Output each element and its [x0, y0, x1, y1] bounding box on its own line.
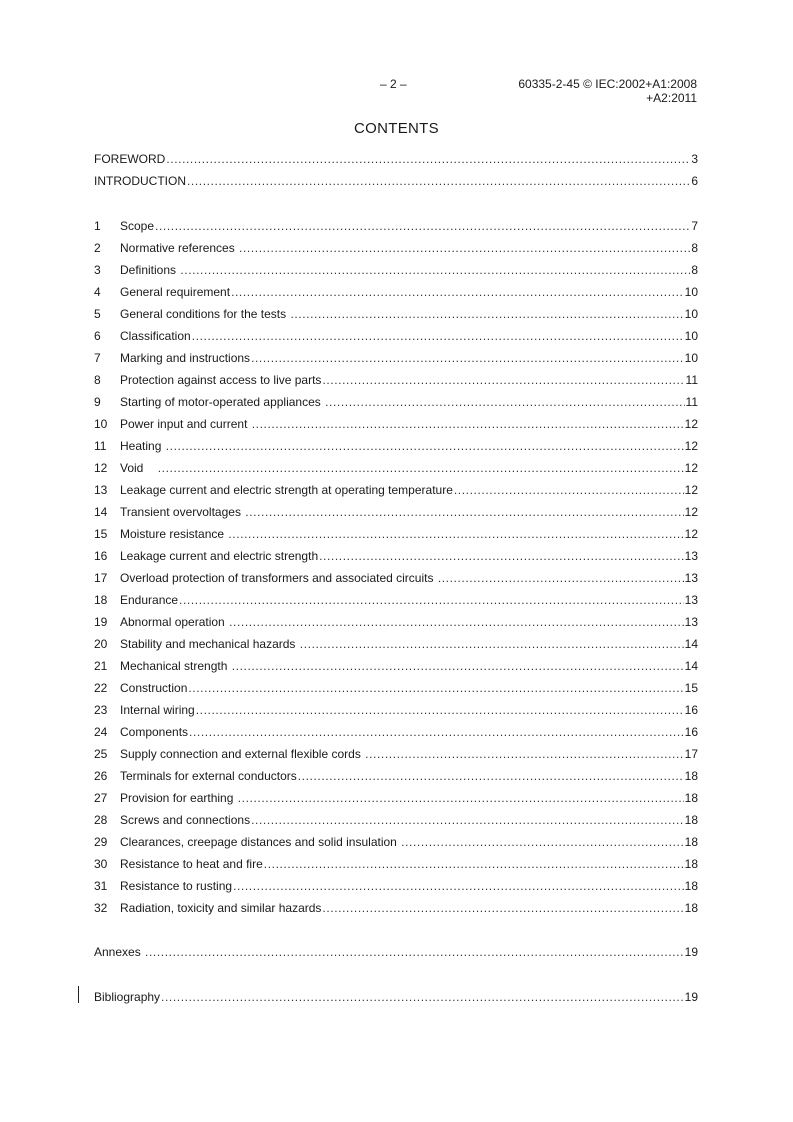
toc-entry-label: INTRODUCTION	[94, 174, 186, 188]
leader-dots	[251, 350, 684, 366]
clause-number: 31	[94, 879, 108, 893]
toc-entry-page: 13	[684, 571, 698, 585]
clause-number: 23	[94, 703, 108, 717]
toc-entry-label: Mechanical strength	[120, 659, 231, 673]
clause-number: 19	[94, 615, 108, 629]
leader-dots	[158, 460, 684, 476]
toc-entry-clause[interactable]	[94, 878, 698, 894]
toc-entry-page: 10	[684, 307, 698, 321]
toc-entry-clause[interactable]	[94, 614, 698, 630]
toc-entry-page: 18	[684, 857, 698, 871]
toc-entry-clause[interactable]	[94, 658, 698, 674]
document-reference-line-2: +A2:2011	[646, 91, 697, 105]
clause-number: 28	[94, 813, 108, 827]
leader-dots	[233, 878, 684, 894]
toc-entry-clause[interactable]	[94, 416, 698, 432]
toc-entry-clause[interactable]	[94, 394, 698, 410]
toc-entry-page: 16	[684, 703, 698, 717]
toc-entry-page: 3	[691, 152, 698, 166]
toc-entry-label: Normative references	[120, 241, 239, 255]
clause-number: 22	[94, 681, 108, 695]
leader-dots	[188, 680, 683, 696]
leader-dots	[187, 173, 690, 189]
toc-entry-clause[interactable]	[94, 306, 698, 322]
toc-entry-page: 11	[685, 373, 698, 387]
leader-dots	[401, 834, 683, 850]
clause-number: 11	[94, 439, 107, 453]
leader-dots	[298, 768, 684, 784]
toc-entry-page: 14	[684, 637, 698, 651]
toc-entry-label: Starting of motor-operated appliances	[120, 395, 325, 409]
toc-entry-page: 10	[684, 329, 698, 343]
revision-change-bar	[78, 986, 79, 1003]
leader-dots	[180, 262, 690, 278]
toc-entry-label: Leakage current and electric strength at operating temperature	[120, 483, 453, 497]
toc-entry-page: 16	[684, 725, 698, 739]
toc-entry-clause[interactable]	[94, 262, 698, 278]
toc-entry-clause[interactable]	[94, 680, 698, 696]
leader-dots	[319, 548, 684, 564]
toc-entry-clause[interactable]	[94, 592, 698, 608]
toc-entry-page: 13	[684, 549, 698, 563]
toc-entry-clause[interactable]	[94, 504, 698, 520]
leader-dots	[192, 328, 684, 344]
toc-entry-label: Screws and connections	[120, 813, 251, 827]
leader-dots	[189, 724, 684, 740]
toc-entry-clause[interactable]	[94, 350, 698, 366]
toc-entry-annexes[interactable]	[94, 944, 698, 960]
leader-dots	[245, 504, 683, 520]
clause-number: 25	[94, 747, 108, 761]
toc-entry-page: 7	[691, 219, 698, 233]
toc-entry-page: 10	[684, 351, 698, 365]
clause-number: 18	[94, 593, 108, 607]
toc-entry-label: Annexes	[94, 945, 145, 959]
toc-entry-page: 15	[684, 681, 698, 695]
leader-dots	[322, 372, 684, 388]
clause-number: 1	[94, 219, 101, 233]
toc-entry-clause[interactable]	[94, 482, 698, 498]
leader-dots	[454, 482, 684, 498]
toc-entry-label: Radiation, toxicity and similar hazards	[120, 901, 322, 915]
document-reference	[518, 77, 697, 105]
clause-number: 32	[94, 901, 108, 915]
clause-number: 8	[94, 373, 101, 387]
clause-number: 20	[94, 637, 108, 651]
toc-entry-label: Void	[120, 461, 157, 475]
toc-entry-label: Marking and instructions	[120, 351, 251, 365]
clause-number: 16	[94, 549, 108, 563]
clause-number: 5	[94, 307, 101, 321]
toc-entry-label: Heating	[120, 439, 165, 453]
toc-entry-label: Resistance to rusting	[120, 879, 233, 893]
toc-entry-page: 12	[684, 417, 698, 431]
toc-entry-page: 12	[684, 505, 698, 519]
clause-number: 10	[94, 417, 108, 431]
toc-entry-page: 10	[684, 285, 698, 299]
toc-entry-clause[interactable]	[94, 284, 698, 300]
toc-entry-clause[interactable]	[94, 636, 698, 652]
toc-entry-page: 18	[684, 901, 698, 915]
leader-dots	[231, 284, 684, 300]
toc-entry-page: 14	[684, 659, 698, 673]
toc-entry-label: Classification	[120, 329, 191, 343]
toc-entry-page: 18	[684, 835, 698, 849]
toc-entry-label: General requirement	[120, 285, 231, 299]
clause-number: 15	[94, 527, 108, 541]
toc-entry-clause[interactable]	[94, 548, 698, 564]
toc-entry-label: Abnormal operation	[120, 615, 229, 629]
toc-entry-clause[interactable]	[94, 724, 698, 740]
toc-entry-introduction[interactable]	[94, 173, 698, 189]
toc-entry-page: 8	[691, 241, 698, 255]
toc-entry-clause[interactable]	[94, 856, 698, 872]
leader-dots	[161, 989, 684, 1005]
toc-entry-page: 18	[684, 769, 698, 783]
toc-entry-page: 12	[684, 439, 698, 453]
leader-dots	[365, 746, 683, 762]
leader-dots	[264, 856, 684, 872]
leader-dots	[325, 394, 684, 410]
toc-entry-page: 13	[684, 615, 698, 629]
clause-number: 26	[94, 769, 108, 783]
toc-entry-clause[interactable]	[94, 768, 698, 784]
page-number: – 2 –	[380, 77, 407, 91]
clause-number: 29	[94, 835, 108, 849]
toc-entry-label: Terminals for external conductors	[120, 769, 297, 783]
toc-entry-clause[interactable]	[94, 460, 698, 476]
clause-number: 13	[94, 483, 108, 497]
toc-entry-page: 12	[684, 527, 698, 541]
toc-entry-label: Power input and current	[120, 417, 251, 431]
toc-entry-label: Overload protection of transformers and associated circuits	[120, 571, 437, 585]
toc-entry-page: 11	[685, 395, 698, 409]
toc-entry-clause[interactable]	[94, 834, 698, 850]
leader-dots	[229, 614, 684, 630]
leader-dots	[239, 240, 690, 256]
clause-number: 4	[94, 285, 101, 299]
leader-dots	[155, 218, 690, 234]
leader-dots	[166, 438, 684, 454]
toc-entry-page: 18	[684, 791, 698, 805]
toc-entry-clause[interactable]	[94, 570, 698, 586]
toc-entry-label: Resistance to heat and fire	[120, 857, 263, 871]
toc-entry-label: General conditions for the tests	[120, 307, 290, 321]
toc-entry-bibliography[interactable]	[94, 989, 698, 1005]
toc-entry-clause[interactable]	[94, 438, 698, 454]
page-title: CONTENTS	[354, 120, 439, 137]
clause-number: 14	[94, 505, 108, 519]
toc-entry-label: Endurance	[120, 593, 179, 607]
leader-dots	[290, 306, 683, 322]
clause-number: 7	[94, 351, 101, 365]
leader-dots	[145, 944, 684, 960]
toc-entry-label: Transient overvoltages	[120, 505, 245, 519]
toc-entry-label: Supply connection and external flexible cords	[120, 747, 365, 761]
toc-entry-clause[interactable]	[94, 790, 698, 806]
toc-entry-label: Clearances, creepage distances and solid insulation	[120, 835, 401, 849]
toc-entry-page: 17	[684, 747, 698, 761]
toc-entry-page: 18	[684, 879, 698, 893]
leader-dots	[196, 702, 684, 718]
document-reference-line-1: 60335-2-45 © IEC:2002+A1:2008	[518, 77, 697, 91]
toc-entry-label: Provision for earthing	[120, 791, 237, 805]
toc-entry-page: 18	[684, 813, 698, 827]
toc-entry-clause[interactable]	[94, 328, 698, 344]
clause-number: 30	[94, 857, 108, 871]
leader-dots	[179, 592, 684, 608]
toc-entry-clause[interactable]	[94, 900, 698, 916]
clause-number: 17	[94, 571, 108, 585]
clause-number: 12	[94, 461, 108, 475]
toc-entry-page: 8	[691, 263, 698, 277]
toc-entry-clause[interactable]	[94, 526, 698, 542]
toc-entry-page: 13	[684, 593, 698, 607]
toc-entry-clause[interactable]	[94, 702, 698, 718]
toc-entry-foreword[interactable]	[94, 151, 698, 167]
toc-entry-label: Components	[120, 725, 189, 739]
leader-dots	[238, 790, 684, 806]
clause-number: 21	[94, 659, 108, 673]
toc-entry-clause[interactable]	[94, 812, 698, 828]
toc-entry-label: FOREWORD	[94, 152, 166, 166]
toc-entry-label: Internal wiring	[120, 703, 195, 717]
toc-entry-label: Stability and mechanical hazards	[120, 637, 299, 651]
leader-dots	[322, 900, 683, 916]
toc-entry-page: 19	[684, 945, 698, 959]
toc-entry-label: Construction	[120, 681, 188, 695]
toc-entry-page: 19	[684, 990, 698, 1004]
toc-entry-label: Definitions	[120, 263, 180, 277]
clause-number: 6	[94, 329, 101, 343]
leader-dots	[251, 812, 684, 828]
clause-number: 9	[94, 395, 101, 409]
toc-entry-clause[interactable]	[94, 240, 698, 256]
toc-entry-clause[interactable]	[94, 372, 698, 388]
clause-number: 27	[94, 791, 108, 805]
toc-entry-page: 12	[684, 461, 698, 475]
leader-dots	[252, 416, 684, 432]
toc-entry-label: Scope	[120, 219, 155, 233]
toc-entry-page: 12	[684, 483, 698, 497]
toc-entry-label: Protection against access to live parts	[120, 373, 322, 387]
toc-entry-clause[interactable]	[94, 746, 698, 762]
leader-dots	[166, 151, 690, 167]
leader-dots	[228, 526, 683, 542]
clause-number: 3	[94, 263, 101, 277]
toc-entry-clause[interactable]	[94, 218, 698, 234]
clause-number: 2	[94, 241, 101, 255]
clause-number: 24	[94, 725, 108, 739]
leader-dots	[438, 570, 684, 586]
toc-entry-label: Leakage current and electric strength	[120, 549, 319, 563]
toc-entry-label: Bibliography	[94, 990, 161, 1004]
leader-dots	[232, 658, 684, 674]
leader-dots	[300, 636, 684, 652]
toc-entry-label: Moisture resistance	[120, 527, 228, 541]
toc-entry-page: 6	[691, 174, 698, 188]
